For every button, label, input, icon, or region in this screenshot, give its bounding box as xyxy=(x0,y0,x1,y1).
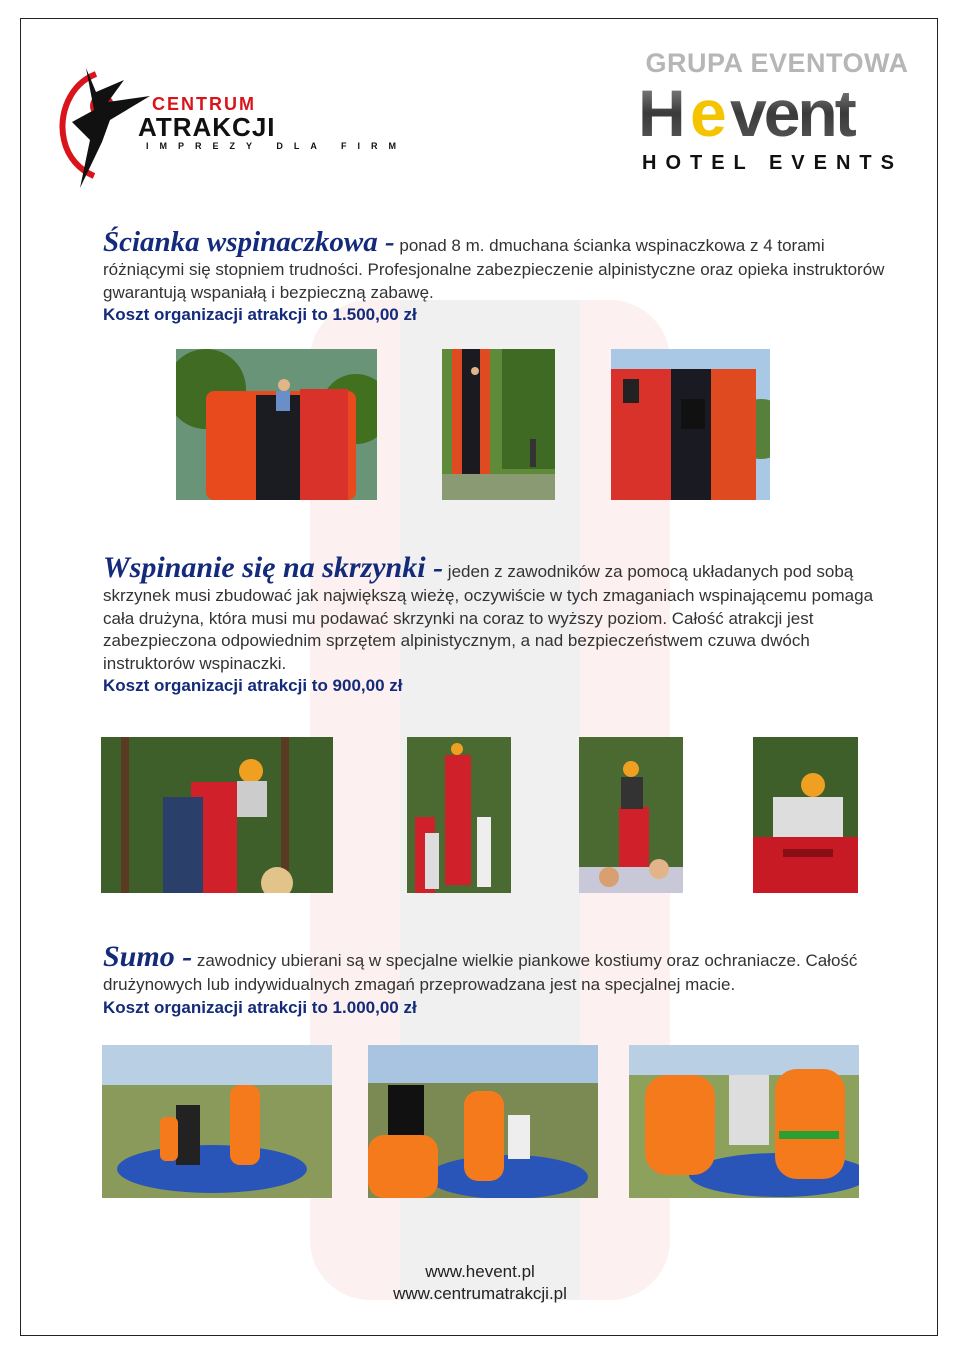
section-sumo xyxy=(103,940,903,1019)
section-cost: Koszt organizacji atrakcji to 1.500,00 zł xyxy=(103,305,417,324)
photo-climbing-wall-2 xyxy=(442,349,555,500)
footer-link-hevent[interactable]: www.hevent.pl xyxy=(425,1262,535,1281)
photo-crates-4 xyxy=(753,737,858,893)
section-description xyxy=(103,551,903,675)
section-crate-climbing xyxy=(103,551,903,698)
photo-climbing-wall-1 xyxy=(176,349,377,500)
logo-tagline: IMPREZY DLA FIRM xyxy=(146,141,407,151)
section-description xyxy=(103,940,903,997)
photo-sumo-3 xyxy=(629,1045,859,1198)
logo-hotel-events: HOTEL EVENTS xyxy=(642,152,903,174)
hevent-wordmark-icon xyxy=(638,82,920,146)
logo-grupa-eventowa: GRUPA EVENTOWA xyxy=(645,48,909,78)
photo-crates-3 xyxy=(579,737,683,893)
svg-text:H: H xyxy=(638,82,684,146)
logo-atrakcji-text: ATRAKCJI xyxy=(138,112,276,142)
svg-text:vent: vent xyxy=(730,82,854,146)
photo-climbing-wall-3 xyxy=(611,349,770,500)
section-cost: Koszt organizacji atrakcji to 1.000,00 zł xyxy=(103,997,417,1017)
section-title: Wspinanie się na skrzynki - xyxy=(103,551,444,584)
centrum-atrakcji-logo xyxy=(50,62,407,192)
logo-centrum-text: CENTRUM xyxy=(152,94,256,114)
section-text: zawodnicy ubierani są w specjalne wielkie piankowe kostiumy oraz ochraniacze. Całość drużynowych lub indywidualnych zmagań przeprowadzana jest na specjalnej macie. xyxy=(103,951,858,994)
photo-crates-1 xyxy=(101,737,333,893)
section-cost: Koszt organizacji atrakcji to 900,00 zł xyxy=(103,676,403,695)
section-title: Ścianka wspinaczkowa - xyxy=(103,226,395,258)
photo-sumo-2 xyxy=(368,1045,598,1198)
section-text: jeden z zawodników za pomocą układanych pod sobą skrzynek musi zbudować jak największą wieżę, oczywiście w tych zmaganiach wspinającemu pomaga cała drużyna, która musi mu podawać skrzynki na coraz to wyższy poziom. Całość atrakcji jest zabezpieczona odpowiednim sprzętem alpinistycznym, a nad bezpieczeństwem czuwa dwóch instruktorów wspinaczki. xyxy=(103,562,874,673)
section-title: Sumo - xyxy=(103,940,193,973)
footer-link-centrumatrakcji[interactable]: www.centrumatrakcji.pl xyxy=(393,1284,567,1303)
photo-sumo-1 xyxy=(102,1045,332,1198)
svg-text:e: e xyxy=(690,82,725,146)
hevent-logo xyxy=(636,48,926,180)
section-climbing-wall xyxy=(103,226,903,327)
section-text: ponad 8 m. dmuchana ścianka wspinaczkowa z 4 torami różniącymi się stopniem trudności. Profesjonalne zabezpieczenie alpinistyczne oraz opieka instruktorów gwarantują wspaniałą i bezpieczną zabawę. xyxy=(103,236,885,302)
section-description xyxy=(103,226,903,304)
photo-crates-2 xyxy=(407,737,511,893)
